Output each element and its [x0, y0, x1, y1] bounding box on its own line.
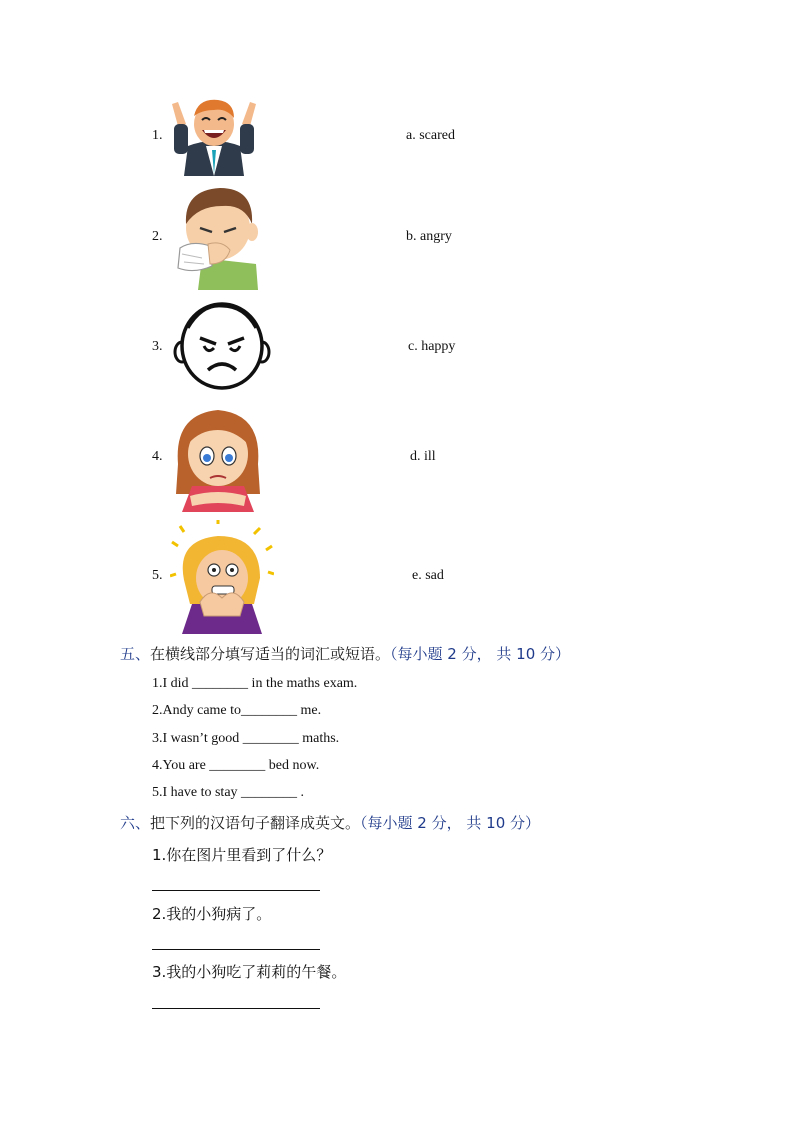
section-number: 五、 — [120, 645, 151, 663]
sneezing-boy-icon — [172, 184, 262, 290]
section-score: （每小题 2 分， 共 10 分） — [390, 645, 571, 663]
section-score: （每小题 2 分， 共 10 分） — [360, 814, 541, 832]
section-5-title — [120, 643, 570, 664]
fill-blank-item: 2.Andy came to________ me. — [152, 703, 322, 718]
option-label: c. happy — [408, 339, 456, 354]
option-label: b. angry — [406, 229, 452, 244]
fill-blank-item: 3.I wasn’t good ________ maths. — [152, 731, 340, 746]
section-instruction: 把下列的汉语句子翻译成英文。 — [150, 814, 361, 832]
section-6-title — [120, 812, 540, 833]
answer-line[interactable] — [152, 1008, 320, 1009]
fill-blank-item: 5.I have to stay ________ . — [152, 785, 305, 800]
section-number: 六、 — [120, 814, 151, 832]
item-number: 1. — [152, 128, 163, 143]
item-number: 4. — [152, 449, 163, 464]
item-number: 3. — [152, 339, 163, 354]
answer-line[interactable] — [152, 890, 320, 891]
fill-blank-item: 4.You are ________ bed now. — [152, 758, 320, 773]
item-number: 5. — [152, 568, 163, 583]
laughing-boy-icon — [168, 96, 260, 176]
scared-woman-icon — [170, 520, 274, 634]
sad-girl-icon — [170, 404, 266, 512]
option-label: d. ill — [410, 449, 436, 464]
item-number: 2. — [152, 229, 163, 244]
angry-face-icon — [172, 298, 272, 392]
answer-line[interactable] — [152, 949, 320, 950]
translation-item: 3.我的小狗吃了莉莉的午餐。 — [152, 963, 347, 981]
translation-item: 2.我的小狗病了。 — [152, 905, 272, 923]
fill-blank-item: 1.I did ________ in the maths exam. — [152, 676, 358, 691]
section-instruction: 在横线部分填写适当的词汇或短语。 — [150, 645, 391, 663]
option-label: e. sad — [412, 568, 444, 583]
translation-item: 1.你在图片里看到了什么？ — [152, 846, 332, 864]
option-label: a. scared — [406, 128, 455, 143]
